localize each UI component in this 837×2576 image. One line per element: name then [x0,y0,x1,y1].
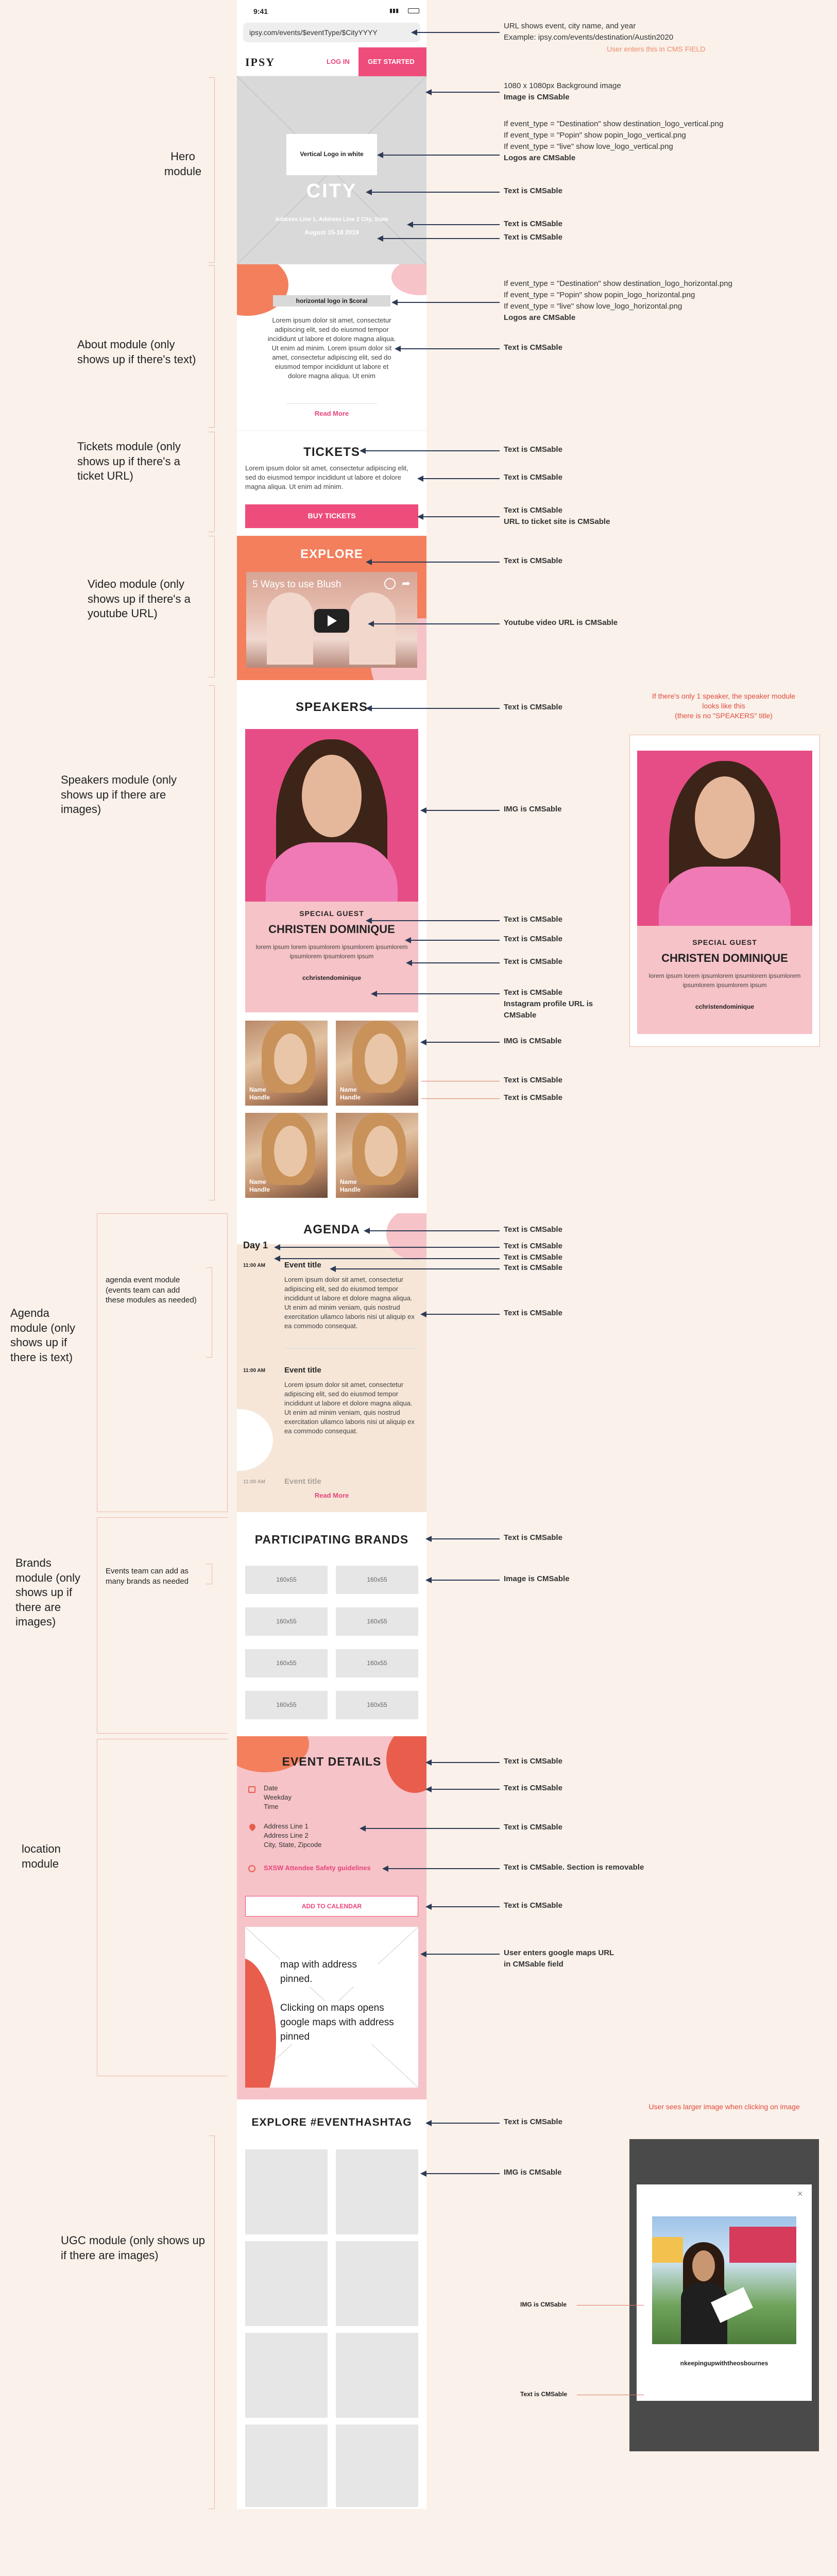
ann-guest-handle [504,987,602,1021]
browser-url-bar[interactable] [243,23,420,42]
speaker-grid-item-3[interactable] [245,1113,328,1198]
ann-guest-name: Text is CMSable [504,935,562,943]
ann-details-map-1: User enters google maps URL [504,1948,614,1957]
hero-module [237,76,426,264]
ann-modal-img: IMG is CMSable [520,2301,567,2308]
phone-mockup [237,0,426,2509]
about-read-more[interactable]: Read More [314,410,349,417]
featured-guest-label: SPECIAL GUEST [299,909,364,918]
label-tickets: Tickets module (only shows up if there's a ticket URL) [77,440,181,483]
single-speaker-face [695,776,755,859]
details-address-block [264,1822,321,1850]
featured-guest-text: lorem ipsum lorem ipsumlorem ipsumlorem ipsumlorem ipsumlorem ipsumlorem ipsum [255,943,408,960]
agenda-read-more[interactable]: Read More [314,1492,349,1499]
featured-guest-handle[interactable]: cchristendominique [302,974,362,981]
ugc-modal-image [652,2216,796,2344]
ann-logo-h-3: If event_type = "live" show love_logo_horizontal.png [504,302,682,311]
agenda-title: AGENDA [303,1223,360,1236]
label-speakers: Speakers module (only shows up if there are images) [61,773,177,816]
ann-speaker-img: IMG is CMSable [504,805,562,814]
featured-speaker-photo[interactable] [245,729,418,902]
speaker-handle: Handle [249,1186,270,1193]
ugc-image-7[interactable] [245,2425,328,2507]
ann-brands-title: Text is CMSable [504,1533,562,1542]
label-ugc: UGC module (only shows up if there are images) [61,2234,206,2262]
arrow-details-calendar [426,1906,500,1907]
bracket-ugc [209,2136,215,2509]
agenda-day: Day 1 [243,1240,268,1250]
speakers-module [237,683,426,1208]
ann-tickets-title: Text is CMSable [504,445,562,454]
speaker-face [302,755,362,837]
ann-bg-1: 1080 x 1080px Background image [504,81,621,90]
details-time: Time [264,1803,279,1810]
about-bg-shape-right [391,264,426,295]
details-address-2: Address Line 2 [264,1832,309,1839]
ugc-image-3[interactable] [245,2241,328,2326]
agenda-item-time: 11:00 AM [243,1479,265,1485]
location-pin-icon [248,1823,257,1832]
ann-agenda-time: Text is CMSable [504,1253,562,1262]
ugc-image-2[interactable] [336,2149,418,2234]
arrow-address [408,224,500,225]
ann-details-title: Text is CMSable [504,1757,562,1766]
ann-bg [504,80,621,103]
brand-logo-2[interactable]: 160x55 [336,1566,418,1594]
ann-grid-img: IMG is CMSable [504,1037,562,1045]
speaker-handle: Handle [340,1186,361,1193]
single-guest-text: lorem ipsum lorem ipsumlorem ipsumlorem ipsumlorem ipsumlorem ipsumlorem ipsum [648,972,801,989]
speaker-name: Name [340,1086,357,1093]
url-text: ipsy.com/events/$eventType/$CityYYYY [249,28,378,37]
ann-logo-v [504,118,723,164]
arrow-details-date [426,1789,500,1790]
arrow-url [412,32,500,33]
video-arch-2 [349,592,396,665]
ugc-image-5[interactable] [245,2333,328,2418]
brand-logo-6[interactable]: 160x55 [336,1649,418,1677]
details-address-1: Address Line 1 [264,1822,309,1830]
safety-icon [248,1865,255,1872]
tickets-title: TICKETS [303,445,360,459]
speaker-grid-label [249,1178,270,1194]
single-speaker-card [637,751,812,1034]
brands-outer-box [97,1517,228,1734]
arrow-agenda-day [275,1247,500,1248]
close-icon[interactable]: × [797,2189,803,2199]
get-started-button[interactable] [358,47,426,76]
single-speaker-note [644,691,804,721]
about-logo-box [273,295,390,307]
bracket-agenda-event [206,1267,212,1358]
agenda-blob-white [237,1409,273,1471]
video-title-overlay: 5 Ways to use Blush [252,579,341,590]
details-title: EVENT DETAILS [282,1755,382,1768]
hero-logo-box [286,134,377,175]
larger-image-note: User sees larger image when clicking on image [648,2103,800,2111]
arrow-brands-title [426,1538,500,1539]
ann-youtube: Youtube video URL is CMSable [504,618,618,627]
arrow-speaker-img [421,810,500,811]
bracket-about [209,265,215,428]
ann-logo-h-4: Logos are CMSable [504,313,576,322]
arrow-about-text [396,348,500,349]
arrow-logo-v [378,155,500,156]
label-about: About module (only shows up if there's text) [77,338,196,366]
arrow-guest-name [406,940,500,941]
tickets-module [237,430,426,533]
ann-address: Text is CMSable [504,219,562,228]
about-logo-text: horizontal logo in $coral [296,297,368,304]
ann-agenda-title: Text is CMSable [504,1225,562,1234]
arrow-tickets-btn [418,516,500,517]
ann-bg-2: Image is CMSable [504,93,570,101]
tent-red [729,2227,796,2263]
buy-tickets-button[interactable] [245,504,418,528]
ann-about-text: Text is CMSable [504,343,562,352]
brand-logo-7[interactable]: 160x55 [245,1691,328,1719]
label-location: location module [22,1842,61,1870]
ipsy-logo[interactable]: IPSY [245,56,276,69]
label-hero: Hero module [164,150,202,178]
video-title: EXPLORE [300,547,363,561]
youtube-embed[interactable] [246,572,417,668]
ugc-title: EXPLORE #EVENTHASHTAG [251,2116,412,2128]
speaker-grid-label [340,1178,361,1194]
ann-ugc-img: IMG is CMSable [504,2168,562,2177]
arrow-date [378,238,500,239]
speaker-name: Name [249,1086,266,1093]
ann-details-address: Text is CMSable [504,1823,562,1832]
ann-details-date: Text is CMSable [504,1784,562,1792]
ann-city: Text is CMSable [504,187,562,195]
brands-module [237,1517,426,1736]
agenda-divider [284,1348,419,1349]
ugc-image-6[interactable] [336,2333,418,2418]
arrow-grid-img [421,1042,500,1043]
speaker-body [266,842,398,902]
tickets-text: Lorem ipsum dolor sit amet, consectetur adipiscing elit, sed do eiusmod tempor incididunt ut labore et dolore magna aliqua. Ut enim ad minim. [245,464,408,490]
label-video: Video module (only shows up if there's a youtube URL) [88,578,191,620]
featured-speaker-card [245,729,418,1012]
buy-tickets-label: BUY TICKETS [308,512,356,520]
speakers-title: SPEAKERS [295,700,368,714]
ann-logo-v-1: If event_type = "Destination" show destination_logo_vertical.png [504,120,724,128]
play-button[interactable] [314,609,349,633]
ann-url-2: Example: ipsy.com/events/destination/Austin2020 [504,33,674,42]
map-text-1: map with address pinned. [280,1958,378,1987]
arrow-guest-text [407,962,500,963]
arrow-speakers-title [367,708,500,709]
arrow-modal-img [577,2305,644,2306]
google-map[interactable] [245,1927,418,2088]
login-link[interactable]: LOG IN [327,58,350,65]
ann-url [504,21,705,55]
ann-grid-handle: Text is CMSable [504,1093,562,1102]
ugc-module [237,2102,426,2509]
ann-tickets-btn [504,505,610,528]
map-text-2: Clicking on maps opens google maps with address pinned [280,2001,399,2044]
arrow-brands-img [426,1580,500,1581]
ugc-modal-handle[interactable]: nkeepingupwiththeosbournes [680,2360,768,2367]
video-arch [267,592,313,665]
add-to-calendar-label: ADD TO CALENDAR [301,1903,362,1910]
arrow-agenda-event-title [331,1268,500,1269]
agenda-item-text: Lorem ipsum dolor sit amet, consectetur adipiscing elit, sed do eiusmod tempor incididunt ut labore et dolore magna aliqua. Ut enim ad minim veniam, quis nostrud exercitation ullamco laboris nisi ut aliquip ex ea commodo consequat. [284,1276,415,1330]
status-time: 9:41 [253,7,268,15]
single-speaker-note-2: (there is no "SPEAKERS" title) [675,711,773,720]
details-weekday: Weekday [264,1793,292,1801]
single-guest-handle[interactable]: cchristendominique [695,1003,755,1010]
safety-link[interactable]: SXSW Attendee Safety guidelines [264,1864,371,1872]
agenda-item-time: 11:00 AM [243,1368,265,1374]
ugc-image-4[interactable] [336,2241,418,2326]
ann-details-map-2: in CMSable field [504,1960,563,1969]
brand-logo-3[interactable]: 160x55 [245,1607,328,1636]
about-divider [286,403,377,404]
ann-logo-h-2: If event_type = "Popin" show popin_logo_horizontal.png [504,291,695,299]
ann-guest-handle-1: Text is CMSable [504,988,562,997]
location-outer-box [97,1739,228,2076]
ann-video-title: Text is CMSable [504,556,562,565]
ann-grid-name: Text is CMSable [504,1076,562,1084]
agenda-item-title: Event title [284,1261,321,1269]
ugc-image-8[interactable] [336,2425,418,2507]
speaker-name: Name [249,1178,266,1185]
arrow-video-title [367,562,500,563]
brand-logo-4[interactable]: 160x55 [336,1607,418,1636]
site-nav [237,47,426,76]
arrow-details-map [421,1954,500,1955]
about-bg-shape-left [237,264,288,316]
ann-url-3: User enters this in CMS FIELD [607,45,706,53]
brands-title: PARTICIPATING BRANDS [254,1533,409,1546]
bracket-brands-logos [206,1564,212,1584]
ann-tickets-btn-1: Text is CMSable [504,506,562,515]
speaker-name: Name [340,1178,357,1185]
ann-details-safety: Text is CMSable. Section is removable [504,1863,644,1872]
speaker-grid-item-2[interactable] [336,1021,418,1106]
arrow-agenda-title [365,1230,500,1231]
ann-details-calendar: Text is CMSable [504,1901,562,1910]
arrow-details-safety [383,1868,500,1869]
arrow-agenda-text [421,1314,500,1315]
single-speaker-body [659,867,791,926]
details-date-block [264,1784,292,1811]
bracket-tickets [209,432,215,532]
arrow-details-address [361,1828,500,1829]
ann-agenda-day: Text is CMSable [504,1242,562,1250]
ann-logo-h [504,278,732,324]
tent-yellow [652,2237,683,2263]
speaker-grid-item-1[interactable] [245,1021,328,1106]
ann-logo-v-3: If event_type = "live" show love_logo_vertical.png [504,142,673,151]
agenda-item-text: Lorem ipsum dolor sit amet, consectetur adipiscing elit, sed do eiusmod tempor incididunt ut labore et dolore magna aliqua. Ut enim ad minim veniam, quis nostrud exercitation ullamco laboris nisi ut aliquip ex ea commodo consequat. [284,1381,415,1435]
share-icon[interactable]: ➦ [402,578,411,589]
arrow-bg [426,92,500,93]
single-guest-label: SPECIAL GUEST [692,938,757,946]
battery-icon [408,8,419,13]
ann-speakers-title: Text is CMSable [504,703,562,711]
hero-city: CITY [306,180,357,202]
ann-logo-v-2: If event_type = "Popin" show popin_logo_vertical.png [504,131,686,140]
arrow-tickets-title [361,450,500,451]
ann-brands-img: Image is CMSable [504,1574,570,1583]
bracket-speakers [209,685,215,1200]
person-face [692,2250,715,2281]
speaker-grid-label [249,1086,270,1101]
event-details-module [237,1736,426,2099]
brand-logo-1[interactable]: 160x55 [245,1566,328,1594]
arrow-grid-handle [421,1098,500,1099]
speaker-grid-label [340,1086,361,1101]
label-agenda-event: agenda event module (events team can add these modules as needed) [106,1276,197,1304]
agenda-item-title: Event title [284,1366,321,1375]
ann-tickets-text: Text is CMSable [504,473,562,482]
label-brands: Brands module (only shows up if there are images) [15,1556,80,1629]
ann-ugc-title: Text is CMSable [504,2117,562,2126]
ann-guest-label: Text is CMSable [504,915,562,924]
ann-agenda-event-title: Text is CMSable [504,1263,562,1272]
ugc-modal [637,2184,812,2401]
arrow-guest-handle [372,993,500,994]
details-city: City, State, Zipcode [264,1841,322,1849]
get-started-label: GET STARTED [368,58,415,65]
ann-guest-text: Text is CMSable [504,957,562,966]
agenda-item-time: 11:00 AM [243,1263,265,1268]
arrow-logo-h [392,302,500,303]
single-guest-name: CHRISTEN DOMINIQUE [661,952,788,964]
speaker-grid-item-4[interactable] [336,1113,418,1198]
ann-logo-h-1: If event_type = "Destination" show destination_logo_horizontal.png [504,279,732,288]
arrow-tickets-text [418,478,500,479]
arrow-city [367,192,500,193]
hero-logo-text: Vertical Logo in white [300,150,364,158]
arrow-ugc-title [426,2123,500,2124]
label-agenda: Agenda module (only shows up if there is text) [10,1307,75,1364]
calendar-icon [248,1786,255,1793]
ann-details-map [504,1947,614,1970]
label-brands-sub: Events team can add as many brands as needed [106,1567,189,1586]
arrow-details-title [426,1762,500,1763]
arrow-ugc-img [421,2173,500,2174]
single-speaker-photo[interactable] [637,751,812,926]
speaker-handle: Handle [249,1094,270,1101]
speaker-handle: Handle [340,1094,361,1101]
featured-guest-name: CHRISTEN DOMINIQUE [268,923,395,936]
ann-modal-text: Text is CMSable [520,2391,568,2398]
ann-logo-v-4: Logos are CMSable [504,154,576,162]
ugc-modal-backdrop [629,2139,819,2451]
ann-agenda-text: Text is CMSable [504,1309,562,1317]
ann-tickets-btn-2: URL to ticket site is CMSable [504,517,610,526]
brand-logo-8[interactable]: 160x55 [336,1691,418,1719]
bracket-hero [209,77,215,263]
add-to-calendar-button[interactable] [245,1896,418,1917]
ann-guest-handle-2: Instagram profile URL is CMSable [504,999,593,1020]
ann-date: Text is CMSable [504,233,562,242]
arrow-agenda-time [275,1258,500,1259]
about-text: Lorem ipsum dolor sit amet, consectetur adipiscing elit, sed do eiusmod tempor incididunt ut labore et dolore magna aliqua. Ut enim ad minim. Lorem ipsum dolor sit amet, consectetur adipiscing elit, sed do eiusmod tempor incididunt ut labore et dolore magna aliqua. Ut enim [267,316,396,380]
ann-url-1: URL shows event, city name, and year [504,22,636,30]
play-icon [328,615,337,626]
agenda-item-title: Event title [284,1477,321,1486]
single-speaker-note-1: If there's only 1 speaker, the speaker module looks like this [652,692,796,710]
hero-date: August 15-18 2019 [304,229,359,236]
agenda-inner-border [97,1213,228,1512]
details-date: Date [264,1784,278,1792]
single-speaker-frame [629,735,820,1047]
video-module [237,536,426,680]
hero-address: Address Line 1, Address Line 2 City, State [275,216,388,223]
arrow-guest-label [367,920,500,921]
arrow-youtube [369,623,500,624]
signal-icon: ▮▮▮ [389,8,399,14]
status-bar [237,0,426,21]
brand-logo-5[interactable]: 160x55 [245,1649,328,1677]
ugc-image-1[interactable] [245,2149,328,2234]
clock-icon[interactable] [384,578,396,589]
